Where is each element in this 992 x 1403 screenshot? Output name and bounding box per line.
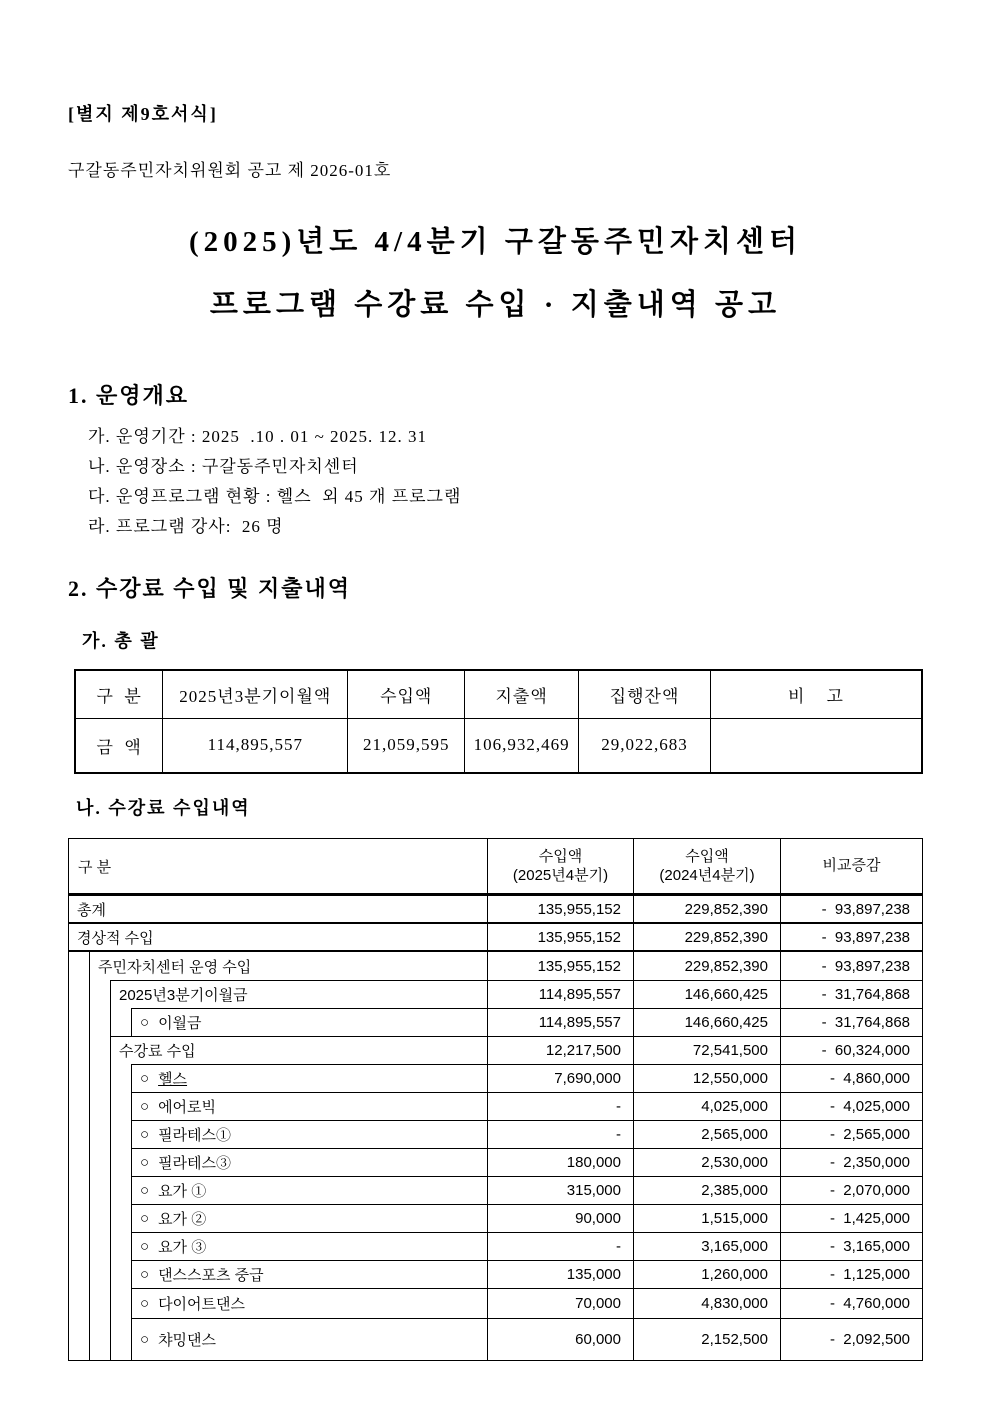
indent-guide — [90, 1176, 111, 1204]
indent-guide — [90, 1064, 111, 1092]
income-row-label — [132, 1064, 487, 1092]
income-row-text: 필라테스③ — [158, 1155, 232, 1172]
income-row-text: 헬스 — [158, 1071, 188, 1088]
income-row-label — [132, 1288, 487, 1318]
indent-guide — [90, 1204, 111, 1232]
form-label: [별지 제9호서식] — [68, 104, 218, 124]
income-value-diff: - 93,897,238 — [780, 924, 922, 950]
income-row — [69, 1120, 922, 1148]
income-row — [69, 1148, 922, 1176]
income-value-2025: 12,217,500 — [487, 1036, 633, 1064]
income-row-text: 이월금 — [158, 1015, 202, 1032]
income-value-diff: - 2,565,000 — [780, 1120, 922, 1148]
income-value-2025: 135,955,152 — [487, 924, 633, 950]
income-row-text: 총계 — [77, 901, 106, 919]
income-row — [69, 1176, 922, 1204]
income-row-label — [111, 980, 487, 1008]
income-row — [69, 924, 922, 952]
summary-col-income: 수입액 — [348, 670, 465, 718]
income-value-diff: - 2,070,000 — [780, 1176, 922, 1204]
summary-value-income: 21,059,595 — [348, 718, 465, 773]
income-table — [68, 838, 923, 1361]
indent-guide — [111, 1148, 132, 1176]
income-col-diff-line1: 비교증감 — [822, 857, 881, 875]
income-row-label — [69, 924, 487, 950]
indent-guide — [69, 1176, 90, 1204]
income-value-diff: - 31,764,868 — [780, 1008, 922, 1036]
income-value-2025: 60,000 — [487, 1318, 633, 1360]
income-value-2025: 135,955,152 — [487, 952, 633, 980]
indent-guide — [90, 1232, 111, 1260]
income-subheading: 나. 수강료 수입내역 — [76, 798, 251, 818]
income-row-label — [132, 1260, 487, 1288]
income-value-2024: 4,025,000 — [633, 1092, 780, 1120]
income-value-2025: 70,000 — [487, 1288, 633, 1318]
indent-guide — [69, 1008, 90, 1036]
income-row-label — [132, 1232, 487, 1260]
circle-bullet-icon: ○ — [140, 1014, 150, 1031]
section1-item-instructors: 라. 프로그램 강사: 26 명 — [88, 517, 284, 536]
summary-col-category: 구 분 — [75, 670, 163, 718]
indent-guide — [111, 1092, 132, 1120]
circle-bullet-icon: ○ — [140, 1295, 150, 1312]
income-value-2025: 7,690,000 — [487, 1064, 633, 1092]
section1-item-operating-period: 가. 운영기간 : 2025 .10 . 01 ~ 2025. 12. 31 — [88, 427, 428, 446]
income-row — [69, 980, 922, 1008]
income-value-diff: - 4,025,000 — [780, 1092, 922, 1120]
circle-bullet-icon: ○ — [140, 1126, 150, 1143]
income-value-2024: 12,550,000 — [633, 1064, 780, 1092]
indent-guide — [69, 1120, 90, 1148]
income-row — [69, 1008, 922, 1036]
income-row-label — [132, 1176, 487, 1204]
circle-bullet-icon: ○ — [140, 1098, 150, 1115]
income-row — [69, 1318, 922, 1360]
section1-heading: 1. 운영개요 — [68, 383, 190, 408]
income-row — [69, 952, 922, 980]
income-row — [69, 1064, 922, 1092]
income-row-label — [132, 1092, 487, 1120]
section2-heading: 2. 수강료 수입 및 지출내역 — [68, 576, 352, 601]
summary-value-carryover: 114,895,557 — [163, 718, 348, 773]
income-row — [69, 1204, 922, 1232]
income-table-body — [69, 896, 922, 1360]
summary-col-expense: 지출액 — [465, 670, 579, 718]
income-row — [69, 1036, 922, 1064]
income-col-diff — [780, 839, 922, 893]
income-row-label — [132, 1204, 487, 1232]
income-value-diff: - 4,860,000 — [780, 1064, 922, 1092]
indent-guide — [90, 1120, 111, 1148]
summary-table-header-row — [75, 670, 922, 718]
income-row-text: 2025년3분기이월금 — [119, 987, 248, 1004]
income-table-header-row — [69, 839, 922, 896]
section1-item-operating-programs: 다. 운영프로그램 현황 : 헬스 외 45 개 프로그램 — [88, 487, 462, 506]
income-row-text: 요가 ① — [158, 1183, 207, 1200]
income-row-text: 필라테스① — [158, 1127, 232, 1144]
income-row-label — [69, 896, 487, 922]
income-row — [69, 1260, 922, 1288]
income-value-2024: 2,152,500 — [633, 1318, 780, 1360]
income-value-2025: - — [487, 1092, 633, 1120]
income-value-2025: 135,955,152 — [487, 896, 633, 922]
income-value-2024: 2,565,000 — [633, 1120, 780, 1148]
circle-bullet-icon: ○ — [140, 1238, 150, 1255]
income-value-2025: 114,895,557 — [487, 1008, 633, 1036]
income-row — [69, 1092, 922, 1120]
income-value-2024: 146,660,425 — [633, 1008, 780, 1036]
income-value-diff: - 4,760,000 — [780, 1288, 922, 1318]
indent-guide — [111, 1176, 132, 1204]
income-row-label — [132, 1318, 487, 1360]
income-value-2024: 2,530,000 — [633, 1148, 780, 1176]
income-row-text: 댄스스포츠 중급 — [158, 1267, 264, 1284]
income-value-2024: 146,660,425 — [633, 980, 780, 1008]
income-value-2024: 2,385,000 — [633, 1176, 780, 1204]
indent-guide — [69, 1148, 90, 1176]
document-title-line1: (2025)년도 4/4분기 구갈동주민자치센터 — [188, 226, 803, 258]
indent-guide — [90, 1288, 111, 1318]
income-row-text: 에어로빅 — [158, 1099, 217, 1116]
income-value-diff: - 60,324,000 — [780, 1036, 922, 1064]
indent-guide — [69, 1064, 90, 1092]
income-value-diff: - 31,764,868 — [780, 980, 922, 1008]
income-value-2025: 180,000 — [487, 1148, 633, 1176]
income-value-2024: 3,165,000 — [633, 1232, 780, 1260]
income-row-label — [132, 1008, 487, 1036]
income-row-text: 수강료 수입 — [119, 1043, 196, 1060]
summary-row-label: 금 액 — [75, 718, 163, 773]
indent-guide — [69, 1288, 90, 1318]
income-row-label — [132, 1120, 487, 1148]
income-value-2024: 229,852,390 — [633, 924, 780, 950]
income-value-2025: 135,000 — [487, 1260, 633, 1288]
indent-guide — [69, 1092, 90, 1120]
circle-bullet-icon: ○ — [140, 1266, 150, 1283]
circle-bullet-icon: ○ — [140, 1210, 150, 1227]
circle-bullet-icon: ○ — [140, 1182, 150, 1199]
summary-value-note — [710, 718, 922, 773]
indent-guide — [69, 952, 90, 980]
document-title-line2: 프로그램 수강료 수입 · 지출내역 공고 — [209, 289, 782, 321]
summary-table-data-row — [75, 718, 922, 773]
income-row — [69, 1232, 922, 1260]
income-row-text: 다이어트댄스 — [158, 1296, 246, 1313]
indent-guide — [111, 1288, 132, 1318]
summary-subheading: 가. 총 괄 — [82, 631, 160, 651]
indent-guide — [111, 1232, 132, 1260]
income-value-diff: - 93,897,238 — [780, 896, 922, 922]
income-value-2025: - — [487, 1232, 633, 1260]
indent-guide — [111, 1120, 132, 1148]
summary-col-balance: 집행잔액 — [579, 670, 711, 718]
income-value-2025: 90,000 — [487, 1204, 633, 1232]
income-value-2025: 315,000 — [487, 1176, 633, 1204]
indent-guide — [69, 1260, 90, 1288]
income-col-2024-line2: (2024년4분기) — [659, 867, 755, 884]
income-row-text: 요가 ② — [158, 1211, 207, 1228]
income-col-2025-line2: (2025년4분기) — [512, 867, 609, 884]
income-row-text: 요가 ③ — [158, 1239, 207, 1256]
indent-guide — [90, 1260, 111, 1288]
indent-guide — [90, 980, 111, 1008]
indent-guide — [90, 1036, 111, 1064]
summary-value-balance: 29,022,683 — [579, 718, 711, 773]
income-row-label — [132, 1148, 487, 1176]
circle-bullet-icon: ○ — [140, 1331, 150, 1348]
income-value-2024: 4,830,000 — [633, 1288, 780, 1318]
indent-guide — [90, 1092, 111, 1120]
section1-list — [88, 422, 923, 542]
income-col-2024 — [633, 839, 780, 893]
income-value-diff: - 2,092,500 — [780, 1318, 922, 1360]
income-col-category: 구 분 — [78, 858, 112, 876]
income-value-2025: - — [487, 1120, 633, 1148]
income-row-text: 경상적 수입 — [77, 929, 154, 947]
income-col-2025 — [487, 839, 633, 893]
income-value-2025: 114,895,557 — [487, 980, 633, 1008]
income-row — [69, 1288, 922, 1318]
income-value-diff: - 3,165,000 — [780, 1232, 922, 1260]
income-value-diff: - 1,125,000 — [780, 1260, 922, 1288]
summary-table — [74, 669, 923, 774]
income-value-diff: - 2,350,000 — [780, 1148, 922, 1176]
indent-guide — [69, 980, 90, 1008]
circle-bullet-icon: ○ — [140, 1070, 150, 1087]
circle-bullet-icon: ○ — [140, 1154, 150, 1171]
summary-col-note: 비 고 — [710, 670, 922, 718]
income-row-text: 주민자치센터 운영 수입 — [98, 958, 252, 976]
indent-guide — [90, 1148, 111, 1176]
income-value-2024: 72,541,500 — [633, 1036, 780, 1064]
indent-guide — [111, 1204, 132, 1232]
income-row-text: 챠밍댄스 — [158, 1332, 217, 1349]
income-value-2024: 229,852,390 — [633, 896, 780, 922]
indent-guide — [69, 1204, 90, 1232]
income-value-diff: - 1,425,000 — [780, 1204, 922, 1232]
income-value-2024: 229,852,390 — [633, 952, 780, 980]
indent-guide — [90, 1008, 111, 1036]
indent-guide — [69, 1318, 90, 1360]
income-value-diff: - 93,897,238 — [780, 952, 922, 980]
income-row — [69, 896, 922, 924]
indent-guide — [69, 1036, 90, 1064]
income-row-label — [111, 1036, 487, 1064]
indent-guide — [90, 1318, 111, 1360]
indent-guide — [69, 1232, 90, 1260]
income-value-2024: 1,260,000 — [633, 1260, 780, 1288]
income-row-label — [90, 952, 487, 980]
income-value-2024: 1,515,000 — [633, 1204, 780, 1232]
income-col-2024-line1: 수입액 — [685, 847, 729, 865]
notice-number: 구갈동주민자치위원회 공고 제 2026-01호 — [68, 161, 392, 180]
section1-item-operating-place: 나. 운영장소 : 구갈동주민자치센터 — [88, 457, 359, 476]
indent-guide — [111, 1318, 132, 1360]
income-col-2025-line1: 수입액 — [538, 847, 583, 865]
summary-col-carryover: 2025년3분기이월액 — [163, 670, 348, 718]
summary-value-expense: 106,932,469 — [465, 718, 579, 773]
indent-guide — [111, 1260, 132, 1288]
indent-guide — [111, 1064, 132, 1092]
indent-guide — [111, 1008, 132, 1036]
